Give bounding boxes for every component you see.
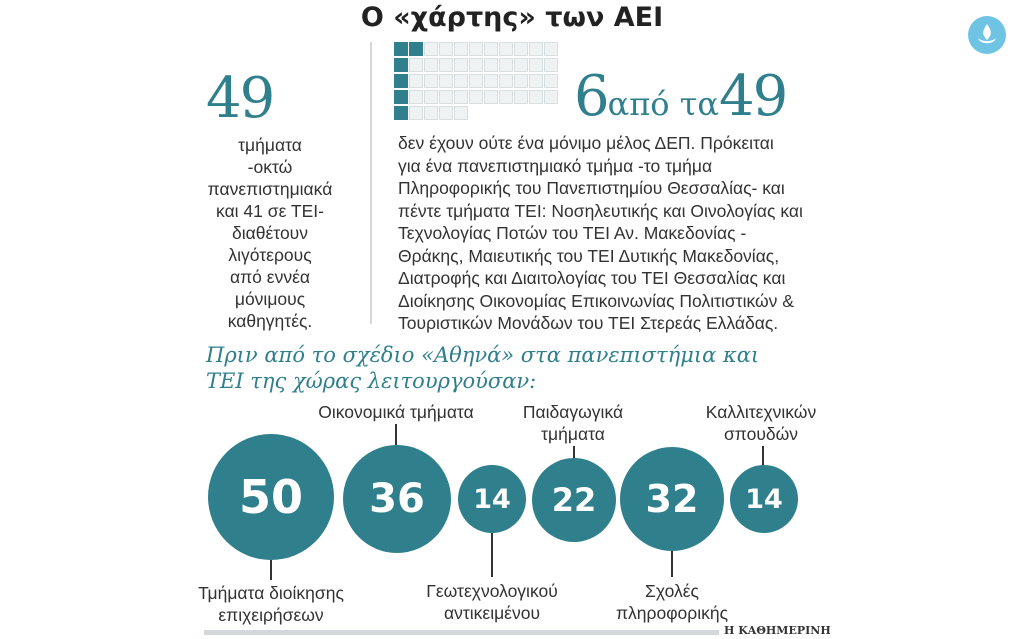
grid-square (409, 90, 423, 104)
label-line: Παιδαγωγικά (522, 402, 624, 422)
grid-square (424, 42, 438, 56)
right-line: δεν έχουν ούτε ένα μόνιμο μέλος ΔΕΠ. Πρόκειται (398, 133, 774, 153)
grid-square (484, 58, 498, 72)
bubble-label-management (186, 582, 356, 626)
grid-square (544, 42, 558, 56)
left-line: λιγότερους (228, 245, 312, 265)
left-line: από εννέα (229, 267, 310, 287)
bubble-geotechnology: 14 (458, 465, 526, 533)
grid-square-highlighted (394, 42, 408, 56)
grid-square (529, 74, 543, 88)
grid-square (484, 42, 498, 56)
bubble-connector (671, 551, 673, 577)
bubble-arts: 14 (730, 465, 798, 533)
right-line: Θράκης, Μαιευτικής του ΤΕΙ Δυτικής Μακεδονίας, (398, 245, 780, 266)
grid-square (529, 58, 543, 72)
label-line: Σχολές (645, 581, 699, 601)
left-big-number: 49 (206, 66, 274, 131)
label-line: πληροφορικής (615, 603, 729, 623)
bubble-label-geotechnology (407, 580, 577, 624)
right-line: Διοίκησης Οικονομίας Επικοινωνίας Πολιτιστικών & (398, 290, 794, 311)
grid-square-highlighted (394, 90, 408, 104)
grid-square (499, 90, 513, 104)
grid-square-highlighted (394, 58, 408, 72)
bubble-label-arts (676, 401, 846, 445)
right-line: Τεχνολογίας Ποτών του ΤΕΙ Αν. Μακεδονίας - (398, 223, 747, 243)
vertical-divider (370, 42, 372, 324)
bubble-connector (573, 446, 575, 458)
label-line: τμήματα (541, 424, 605, 444)
section-subtitle (206, 342, 766, 394)
left-line: καθηγητές. (227, 311, 313, 331)
grid-square (424, 58, 438, 72)
label-line: σπουδών (723, 424, 799, 444)
grid-square (544, 58, 558, 72)
grid-square (439, 42, 453, 56)
stat-headline (574, 64, 786, 129)
logo-icon (968, 16, 1006, 54)
grid-square (439, 90, 453, 104)
grid-square (454, 90, 468, 104)
grid-square (409, 58, 423, 72)
label-line: Τμήματα διοίκησης (198, 583, 344, 603)
grid-square (499, 74, 513, 88)
grid-square (499, 58, 513, 72)
grid-square (499, 42, 513, 56)
bubble-label-economics (311, 401, 481, 423)
source-credit: Η ΚΑΘΗΜΕΡΙΝΗ (724, 624, 831, 637)
bubble-pedagogy: 22 (532, 458, 616, 542)
page-title: Ο «χάρτης» των ΑΕΙ (360, 2, 664, 33)
label-line: αντικειμένου (443, 603, 541, 623)
bubble-informatics: 32 (620, 447, 724, 551)
grid-square (424, 106, 438, 120)
grid-square (469, 42, 483, 56)
right-line: Διατροφής και Διαιτολογίας του ΤΕΙ Θεσσαλίας και (398, 268, 786, 288)
label-line: Καλλιτεχνικών (705, 402, 817, 422)
subtitle-line: ΤΕΙ της χώρας λειτουργούσαν: (206, 369, 537, 393)
squares-grid (394, 42, 560, 122)
grid-square (484, 74, 498, 88)
grid-square (409, 106, 423, 120)
left-line: τμήματα (238, 135, 302, 155)
left-description (203, 134, 337, 332)
grid-square (544, 90, 558, 104)
left-line: μόνιμους (234, 289, 306, 309)
grid-square (454, 74, 468, 88)
grid-square (439, 106, 453, 120)
bubble-connector (395, 424, 397, 445)
grid-square (454, 58, 468, 72)
grid-square (439, 58, 453, 72)
grid-square (514, 74, 528, 88)
right-description (398, 132, 828, 335)
bubble-connector (270, 560, 272, 580)
grid-square-highlighted (394, 74, 408, 88)
grid-square (439, 74, 453, 88)
grid-square (484, 90, 498, 104)
left-line: και 41 σε ΤΕΙ- (216, 201, 324, 221)
right-line: Πληροφορικής του Πανεπιστημίου Θεσσαλίας- και (398, 178, 785, 198)
stat-total: 49 (719, 64, 787, 129)
subtitle-line: Πριν από το σχέδιο «Αθηνά» στα πανεπιστήμια και (206, 343, 760, 367)
grid-square (454, 42, 468, 56)
grid-square (409, 74, 423, 88)
left-line: διαθέτουν (232, 223, 308, 243)
grid-square (514, 58, 528, 72)
bubble-economics: 36 (343, 445, 451, 553)
grid-square (454, 106, 468, 120)
label-line: επιχειρήσεων (218, 605, 324, 625)
left-line: -οκτώ (247, 157, 293, 177)
grid-square (529, 90, 543, 104)
grid-square (514, 90, 528, 104)
grid-square (529, 42, 543, 56)
right-line: για ένα πανεπιστημιακό τμήμα -το τμήμα (398, 155, 713, 176)
grid-square-highlighted (394, 106, 408, 120)
label-line: Οικονομικά τμήματα (318, 402, 474, 422)
grid-square (469, 90, 483, 104)
grid-square (424, 90, 438, 104)
stat-middle: από τα (607, 85, 720, 123)
grid-square-highlighted (409, 42, 423, 56)
right-line: πέντε τμήματα ΤΕΙ: Νοσηλευτικής και Οινολογίας και (398, 200, 803, 221)
bubble-management: 50 (208, 434, 334, 560)
grid-square (514, 42, 528, 56)
grid-square (424, 74, 438, 88)
bubble-label-pedagogy (488, 401, 658, 445)
label-line: Γεωτεχνολογικού (426, 581, 558, 601)
grid-square (469, 58, 483, 72)
left-line: πανεπιστημιακά (207, 179, 333, 199)
grid-square (469, 74, 483, 88)
bubble-connector (491, 533, 493, 577)
bottom-rule (204, 630, 719, 635)
right-line: Τουριστικών Μονάδων του ΤΕΙ Στερεάς Ελλάδας. (398, 313, 779, 333)
stat-number: 6 (574, 64, 608, 129)
bubble-connector (762, 446, 764, 465)
grid-square (544, 74, 558, 88)
bubble-label-informatics (587, 580, 757, 624)
